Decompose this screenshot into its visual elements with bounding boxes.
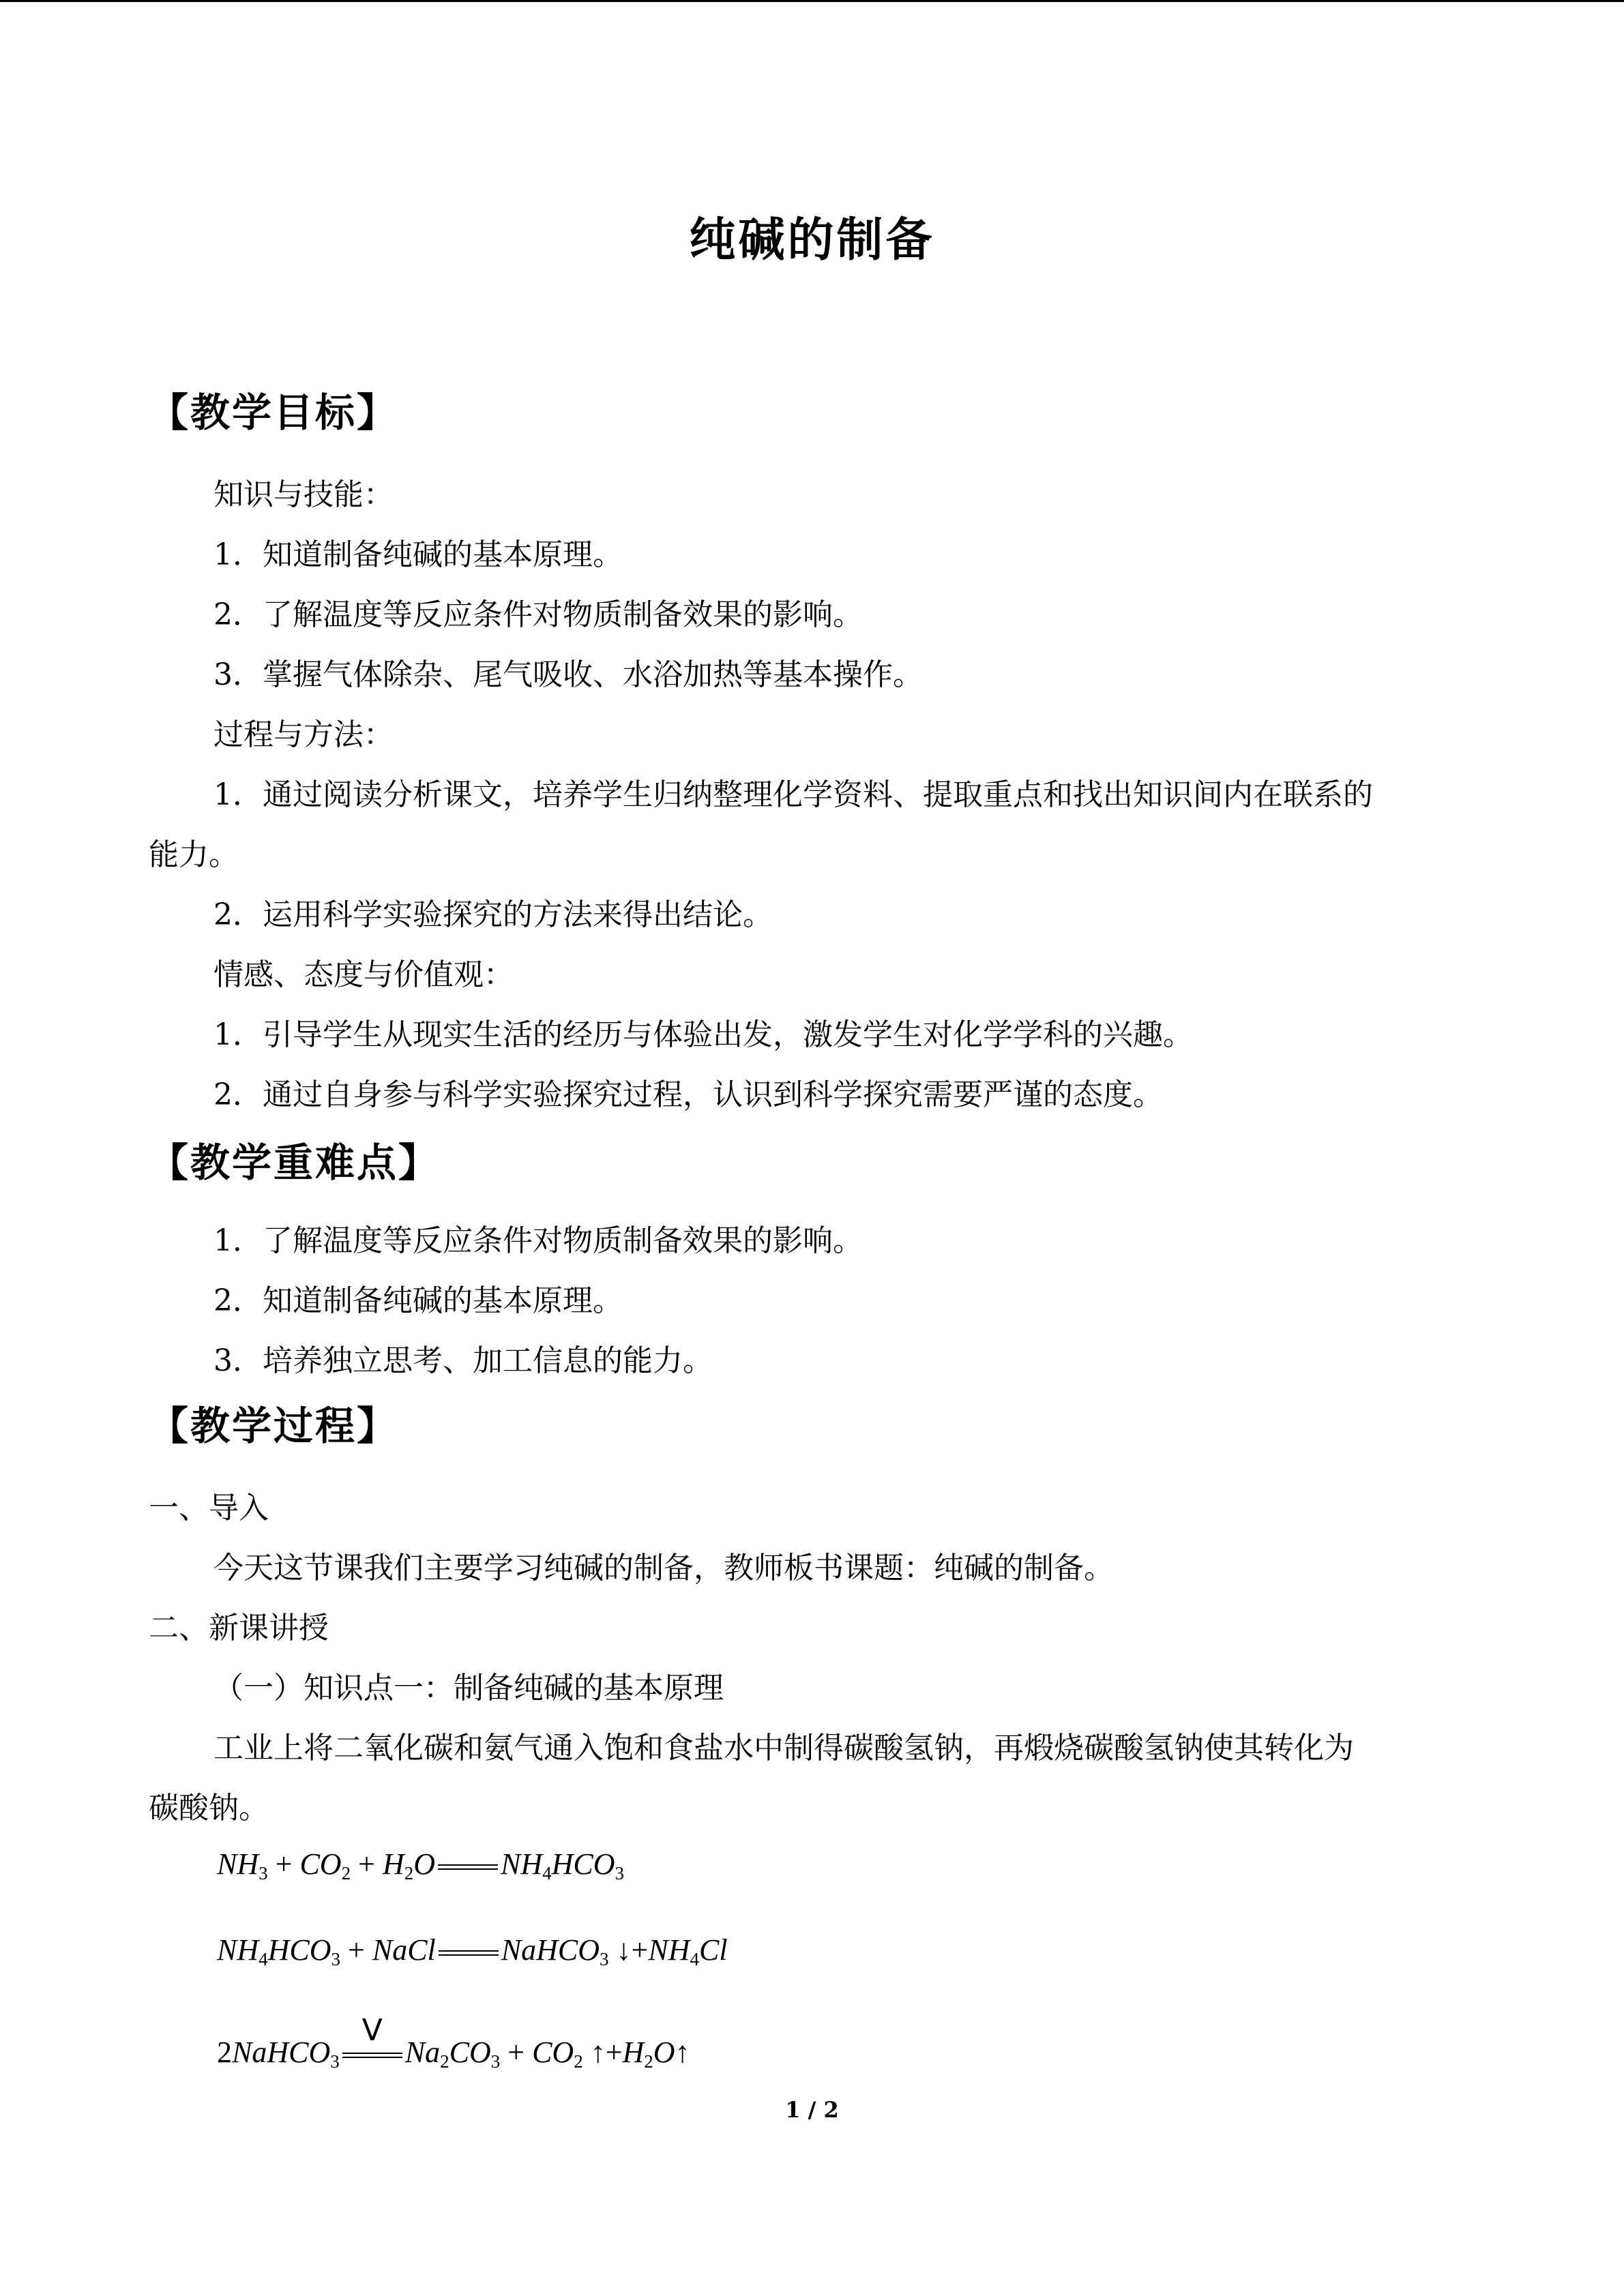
- precipitate-arrow-icon: ↓: [616, 1933, 632, 1967]
- chemical-equation-1: $NH_3 + CO_2 + H_2O$ $NH_4HCO_3$: [217, 1847, 624, 1883]
- equals-sign: [439, 1950, 499, 1956]
- key-point-item: 1．了解温度等反应条件对物质制备效果的影响。: [213, 1223, 863, 1258]
- point1-text: 工业上将二氧化碳和氨气通入饱和食盐水中制得碳酸氢钠，再煅烧碳酸氢钠使其转化为: [213, 1731, 1354, 1765]
- knowledge-item: 3．掌握气体除杂、尾气吸收、水浴加热等基本操作。: [213, 657, 923, 692]
- key-point-item: 3．培养独立思考、加工信息的能力。: [213, 1343, 713, 1378]
- document-title: 纯碱的制备: [689, 213, 935, 267]
- process-label: 过程与方法：: [213, 717, 394, 752]
- process-item: 2．运用科学实验探究的方法来得出结论。: [213, 897, 773, 932]
- heat-symbol: V: [361, 2012, 383, 2048]
- part1-heading: 一、导入: [149, 1491, 269, 1525]
- page-number: 1 / 2: [785, 2097, 839, 2123]
- knowledge-item: 2．了解温度等反应条件对物质制备效果的影响。: [213, 597, 863, 632]
- chemical-equation-2: $NH_4HCO_3$ + NaCl NaHCO$_3$ $↓+NH_4Cl$: [217, 1933, 728, 1969]
- equals-sign: [438, 1864, 498, 1870]
- part2-heading: 二、新课讲授: [149, 1611, 329, 1645]
- equals-sign: [342, 2012, 402, 2058]
- attitude-label: 情感、态度与价值观：: [213, 957, 514, 992]
- knowledge-item: 1．知道制备纯碱的基本原理。: [213, 537, 623, 572]
- process-item: 1．通过阅读分析课文，培养学生归纳整理化学资料、提取重点和找出知识间内在联系的: [213, 777, 1373, 812]
- gas-arrow-icon: ↑: [590, 2036, 606, 2069]
- point1-heading: （一）知识点一：制备纯碱的基本原理: [213, 1671, 724, 1705]
- chemical-equation-3: 2NaHCO$_3$ V $Na_2CO_3 + CO_2$ $↑+H_2O↑$: [217, 2012, 690, 2072]
- section-heading-process: 【教学过程】: [149, 1403, 399, 1449]
- top-border-line: [0, 0, 1624, 2]
- knowledge-label: 知识与技能：: [213, 477, 394, 512]
- section-heading-objectives: 【教学目标】: [149, 389, 399, 436]
- section-heading-key-points: 【教学重难点】: [149, 1139, 441, 1186]
- point1-text-continuation: 碳酸钠。: [149, 1791, 269, 1825]
- part1-text: 今天这节课我们主要学习纯碱的制备，教师板书课题：纯碱的制备。: [213, 1551, 1114, 1585]
- gas-arrow-icon: ↑: [675, 2036, 690, 2069]
- process-item-continuation: 能力。: [149, 837, 239, 872]
- attitude-item: 1．引导学生从现实生活的经历与体验出发，激发学生对化学学科的兴趣。: [213, 1017, 1193, 1052]
- attitude-item: 2．通过自身参与科学实验探究过程，认识到科学探究需要严谨的态度。: [213, 1077, 1163, 1112]
- key-point-item: 2．知道制备纯碱的基本原理。: [213, 1283, 623, 1318]
